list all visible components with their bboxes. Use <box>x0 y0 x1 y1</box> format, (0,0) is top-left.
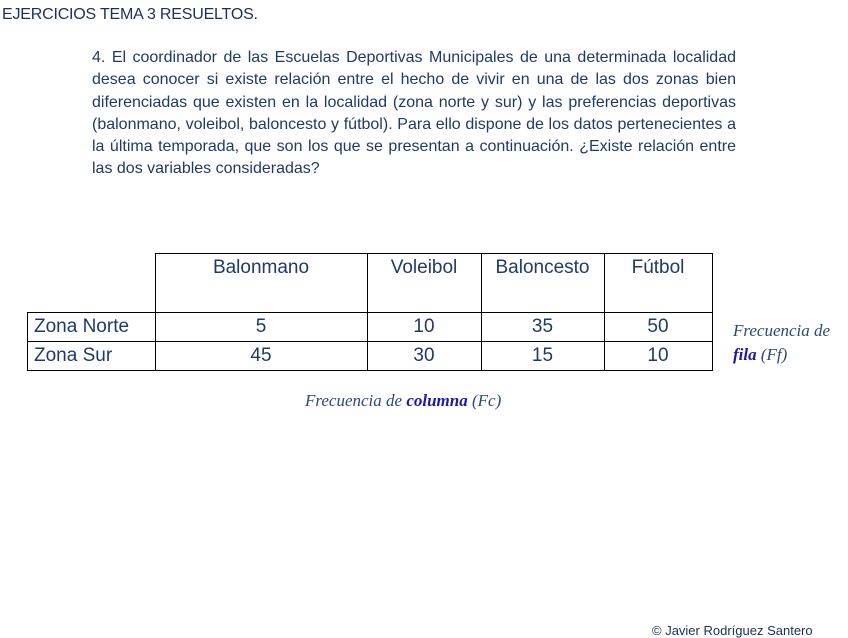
row-note-line1: Frecuencia de <box>733 321 831 340</box>
row-note-emphasis: fila <box>733 345 757 364</box>
table-cell: 10 <box>367 313 481 342</box>
table-cell: 50 <box>604 313 712 342</box>
row-frequency-note <box>733 319 830 367</box>
col-note-suffix: (Fc) <box>467 391 502 410</box>
table-row <box>28 313 713 342</box>
table-cell: 15 <box>481 342 604 371</box>
table-corner-blank <box>28 254 156 313</box>
problem-statement: 4. El coordinador de las Escuelas Deportivas Municipales de una determinada localidad desea conocer si existe relación entre el hecho de vivir en una de las dos zonas bien diferenciadas que existen en la localidad (zona norte y sur) y las preferencias deportivas (balonmano, voleibol, baloncesto y fútbol). Para ello dispone de los datos pertenecientes a la última temporada, que son los que se presentan a continuación. ¿Existe relación entre las dos variables consideradas? <box>92 49 736 178</box>
contingency-table <box>27 253 713 371</box>
table-cell: 35 <box>481 313 604 342</box>
table-cell: 45 <box>155 342 367 371</box>
row-label: Zona Norte <box>28 313 156 342</box>
page-header: EJERCICIOS TEMA 3 RESUELTOS. <box>2 6 258 23</box>
table-row <box>28 342 713 371</box>
column-header: Balonmano <box>155 254 367 313</box>
column-frequency-note <box>305 391 501 411</box>
column-header: Voleibol <box>367 254 481 313</box>
table-header-row <box>28 254 713 313</box>
table-cell: 5 <box>155 313 367 342</box>
column-header: Baloncesto <box>481 254 604 313</box>
column-header: Fútbol <box>604 254 712 313</box>
col-note-emphasis: columna <box>406 391 468 410</box>
row-note-suffix: (Ff) <box>756 345 788 364</box>
row-label: Zona Sur <box>28 342 156 371</box>
copyright-footer: © Javier Rodríguez Santero <box>652 623 813 638</box>
table-cell: 30 <box>367 342 481 371</box>
col-note-prefix: Frecuencia de <box>305 391 407 410</box>
table-cell: 10 <box>604 342 712 371</box>
